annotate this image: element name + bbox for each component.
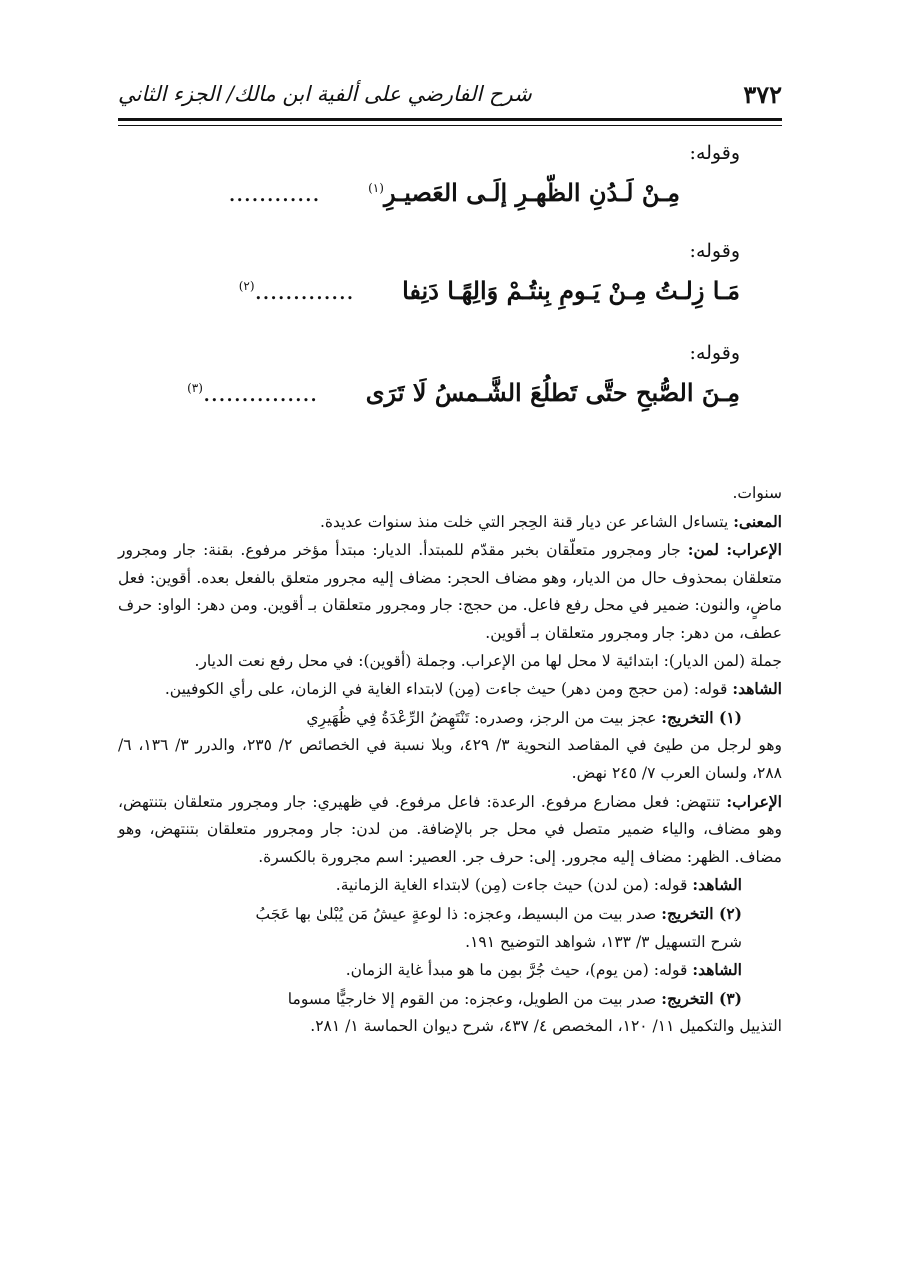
footnote-3-sources: التذييل والتكميل ١١/ ١٢٠، المخصص ٤/ ٤٣٧، شرح ديوان الحماسة ١/ ٢٨١. bbox=[310, 1017, 782, 1036]
verse-line bbox=[150, 276, 740, 305]
verse-text: مِـنَ الصُّبحِ حتَّى تَطلُعَ الشَّـمسُ لَا تَرَى bbox=[365, 378, 740, 407]
verse-block-3 bbox=[150, 342, 740, 407]
footnote-1 bbox=[118, 704, 782, 733]
footnote-1-sources: وهو لرجل من طيئ في المقاصد النحوية ٣/ ٤٢٩، وبلا نسبة في الخصائص ٢/ ٢٣٥، والدرر ٣/ ١٣٦، ٦/ ٢٨٨، ولسان العرب ٧/ ٢٤٥ نهض. bbox=[118, 736, 783, 782]
note-text: تنتهض: فعل مضارع مرفوع. الرعدة: فاعل مرفوع. في ظهيري: جار ومجرور متعلقان بتنتهض، وهو مضاف، والياء ضمير متصل في محل جر بالإضافة. من لدن: جار ومجرور متعلقان بتنتهض، وهو مضاف. الظهر: مضاف إليه مجرور. إلى: حرف جر. العصير: اسم مجرورة بالكسرة. bbox=[118, 792, 782, 866]
footnote-text: صدر بيت من الطويل، وعجزه: من القوم إلا خارجيًّا مسوما bbox=[287, 989, 657, 1008]
header-rule-thick bbox=[118, 118, 782, 121]
verse-label: وقوله: bbox=[689, 142, 740, 164]
note-text: جار ومجرور متعلّقان بخبر مقدّم للمبتدأ. الديار: مبتدأ مؤخر مرفوع. بقنة: جار ومجرور متعلقان بمحذوف حال من الديار، وهو مضاف الحجر: مضاف إليه مجرور متعلق بالفعل بعده. أقوين: فعل ماضٍ، والنون: ضمير في محل رفع فاعل. من حجج: جار ومجرور متعلقان بـ أقوين. ومن دهر: الواو: حرف عطف، من دهر: جار ومجرور متعلقان بـ أقوين. bbox=[118, 541, 782, 642]
header-rule-thin bbox=[118, 125, 782, 126]
footnote-heading: (٣) التخريج: bbox=[661, 988, 742, 1008]
footnote-heading: (٢) التخريج: bbox=[661, 903, 742, 923]
note-irab bbox=[118, 536, 782, 647]
verse-text: مَـا زِلـتُ مِـنْ يَـومِ بِنتُـمْ وَالِهًـا دَنِفا bbox=[402, 276, 740, 305]
footnote-heading: (١) التخريج: bbox=[661, 707, 742, 727]
page-number: ٣٧٢ bbox=[743, 79, 782, 109]
verse-label: وقوله: bbox=[689, 342, 740, 364]
footnote-marker: (٢) bbox=[238, 279, 255, 293]
verse-dots: ............. bbox=[254, 277, 354, 305]
notes-section bbox=[118, 480, 782, 1041]
note-sentence: جملة (لمن الديار): ابتدائية لا محل لها من الإعراب. وجملة (أقوين): في محل رفع نعت الديار. bbox=[194, 651, 782, 670]
note-text: يتساءل الشاعر عن ديار قنة الحِجر التي خلت منذ سنوات عديدة. bbox=[319, 512, 729, 531]
note-heading: الشاهد: bbox=[692, 960, 742, 980]
footnote-text: صدر بيت من البسيط، وعجزه: ذا لوعةٍ عيشُ مَن يُبْلىٰ بها عَجَبُ bbox=[255, 904, 657, 923]
note-text: قوله: (من حجج ومن دهر) حيث جاءت (مِن) لابتداء الغاية في الزمان، على رأي الكوفيين. bbox=[164, 680, 728, 699]
page-header bbox=[118, 76, 782, 112]
note-meaning bbox=[118, 508, 782, 537]
footnote-2-shahid bbox=[118, 956, 782, 985]
verse-line bbox=[150, 378, 740, 407]
footnote-2 bbox=[118, 900, 782, 929]
note-continuation: سنوات. bbox=[732, 484, 782, 502]
footnote-1-shahid bbox=[118, 871, 782, 900]
note-heading: المعنى: bbox=[733, 511, 782, 531]
verse-block-2 bbox=[150, 240, 740, 305]
footnote-2-sources: شرح التسهيل ٣/ ١٣٣، شواهد التوضيح ١٩١. bbox=[465, 932, 742, 951]
footnote-marker: (١) bbox=[368, 181, 384, 195]
footnote-3 bbox=[118, 985, 782, 1014]
verse-dots: ............ bbox=[228, 179, 320, 207]
footnote-text: عجز بيت من الرجز، وصدره: تَنْتَهِضُ الرِّعْدَةُ فِي ظُهَيرِي bbox=[306, 708, 657, 727]
footnote-marker: (٣) bbox=[187, 381, 203, 395]
note-heading: الشاهد: bbox=[732, 679, 782, 699]
verse-line bbox=[150, 178, 740, 207]
note-shahid bbox=[118, 675, 782, 704]
note-heading: الإعراب: لمن: bbox=[687, 540, 782, 560]
note-text: قوله: (من يوم)، حيث جُرَّ بمِن ما هو مبدأ غاية الزمان. bbox=[345, 961, 688, 980]
note-heading: الشاهد: bbox=[692, 875, 742, 895]
note-heading: الإعراب: bbox=[726, 791, 782, 811]
note-text: قوله: (من لدن) حيث جاءت (مِن) لابتداء الغاية الزمانية. bbox=[335, 876, 688, 895]
footnote-1-irab bbox=[118, 788, 782, 872]
verse-dots: ............... bbox=[202, 379, 318, 407]
verse-block-1 bbox=[150, 142, 740, 207]
running-title: شرح الفارضي على ألفية ابن مالك/ الجزء الثاني bbox=[118, 82, 532, 106]
verse-text: مِـنْ لَـدُنِ الظّهـرِ إلَـى العَصيـرِ bbox=[383, 178, 680, 207]
verse-label: وقوله: bbox=[689, 240, 740, 262]
